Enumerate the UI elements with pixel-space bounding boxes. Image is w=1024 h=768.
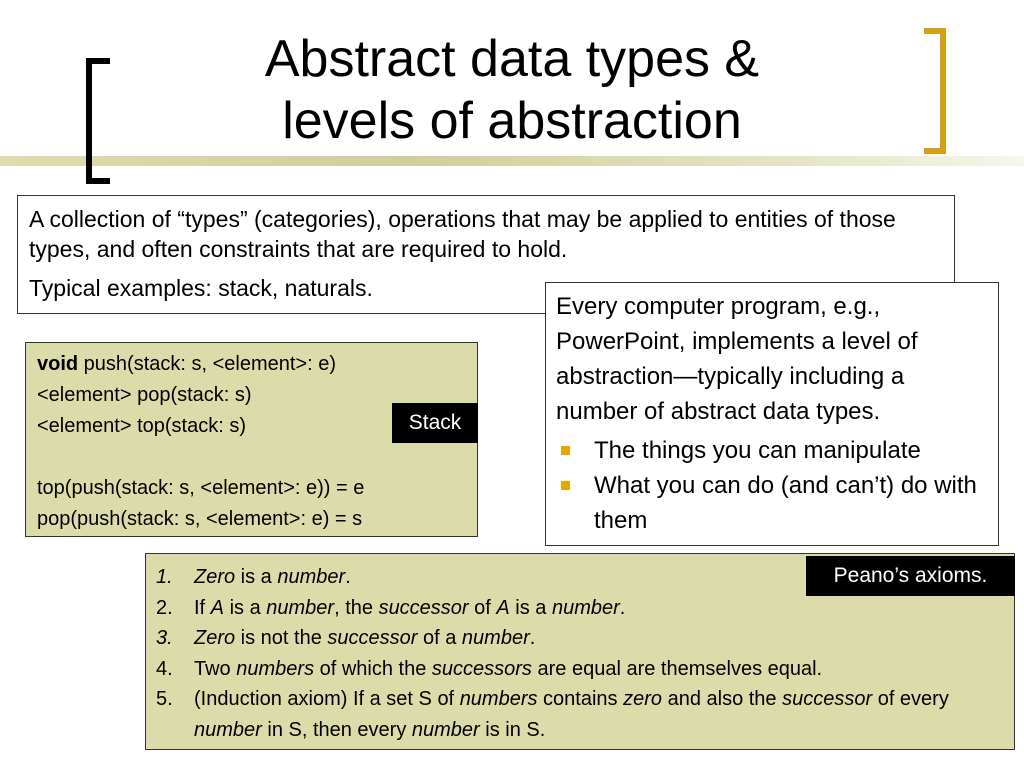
- axiom-number: 2.: [156, 596, 173, 619]
- stack-pop-line: <element> pop(stack: s): [37, 384, 252, 406]
- axiom-text: is not the: [235, 627, 328, 649]
- axiom-text: of a: [417, 627, 462, 649]
- axiom-number: 3.: [156, 627, 173, 649]
- bullet-text: What you can do (and can’t) do with them: [594, 472, 977, 534]
- axiom-text: are equal are themselves equal.: [531, 657, 823, 680]
- axiom-text: is a: [509, 596, 552, 619]
- axiom-text: of: [468, 596, 497, 619]
- axiom-text: Zero: [194, 566, 236, 588]
- axiom-text: is a: [235, 566, 278, 588]
- stack-top-line: <element> top(stack: s): [37, 415, 246, 437]
- axiom-text: .: [345, 566, 351, 588]
- bullet-item: [556, 468, 988, 538]
- program-abstraction-box: [545, 282, 999, 546]
- axiom-text: Two: [194, 657, 237, 680]
- void-keyword: void: [37, 353, 79, 375]
- square-bullet-icon: [561, 446, 570, 455]
- axiom-text: numbers: [236, 657, 315, 680]
- axiom-text: successor: [327, 627, 418, 649]
- title-underline-band: [0, 156, 1024, 166]
- axiom-number: 4.: [156, 657, 173, 680]
- axiom-text: number: [461, 627, 530, 649]
- slide-title: [0, 28, 1024, 152]
- axiom-item: [156, 684, 1002, 745]
- square-bullet-icon: [561, 481, 570, 490]
- axiom-text: Zero: [194, 627, 236, 649]
- axiom-number: 1.: [156, 566, 173, 588]
- axiom-text: successor: [378, 596, 469, 619]
- stack-label-tag: Stack: [392, 403, 478, 443]
- axiom-text: If: [194, 596, 211, 619]
- peano-label-tag: Peano’s axioms.: [806, 556, 1015, 596]
- axiom-text: number: [194, 718, 262, 741]
- title-line-1: Abstract data types &: [264, 30, 760, 88]
- axiom-item: [156, 623, 1002, 654]
- axiom-item: [156, 654, 1002, 685]
- push-signature: push(stack: s, <element>: e): [78, 353, 337, 375]
- axiom-text: and also the: [662, 688, 783, 710]
- axiom-text: successors: [431, 657, 532, 680]
- axiom-text: , the: [334, 596, 379, 619]
- axiom-text: is a: [224, 596, 267, 619]
- axiom-number: 5.: [156, 688, 173, 710]
- axiom-item: [156, 593, 1002, 624]
- axiom-text: of every: [872, 688, 949, 710]
- axiom-text: numbers: [459, 688, 538, 710]
- axiom-text: A: [496, 596, 510, 619]
- axiom-text: zero: [623, 688, 663, 710]
- title-line-2: levels of abstraction: [282, 92, 742, 150]
- axiom-text: contains: [537, 688, 624, 710]
- axiom-text: .: [529, 627, 536, 649]
- program-intro-text: Every computer program, e.g., PowerPoint, implements a level of abstraction—typically including a number of abstract data types.: [556, 293, 918, 425]
- stack-axiom-pop: pop(push(stack: s, <element>: e) = s: [37, 508, 363, 530]
- stack-gap: [37, 442, 466, 473]
- definition-text: A collection of “types” (categories), operations that may be applied to entities of those types, and often constraints that are required to hold.: [29, 206, 896, 262]
- axiom-text: A: [210, 596, 225, 619]
- axiom-text: number: [266, 596, 335, 619]
- axiom-text: is in S.: [479, 718, 546, 741]
- axiom-text: number: [277, 566, 346, 588]
- examples-text: Typical examples: stack, naturals.: [29, 275, 373, 301]
- axiom-text: successor: [782, 688, 873, 710]
- axiom-text: (Induction axiom) If a set S of: [194, 688, 460, 710]
- stack-push-line: [37, 349, 466, 380]
- axiom-text: in S, then every: [261, 718, 412, 741]
- axiom-text: of which the: [314, 657, 432, 680]
- stack-axiom-top: top(push(stack: s, <element>: e)) = e: [37, 477, 365, 499]
- axiom-text: .: [619, 596, 626, 619]
- axiom-text: number: [411, 718, 480, 741]
- axiom-text: number: [551, 596, 620, 619]
- program-bullet-list: [556, 433, 988, 538]
- bullet-text: The things you can manipulate: [594, 437, 921, 464]
- bullet-item: [556, 433, 988, 468]
